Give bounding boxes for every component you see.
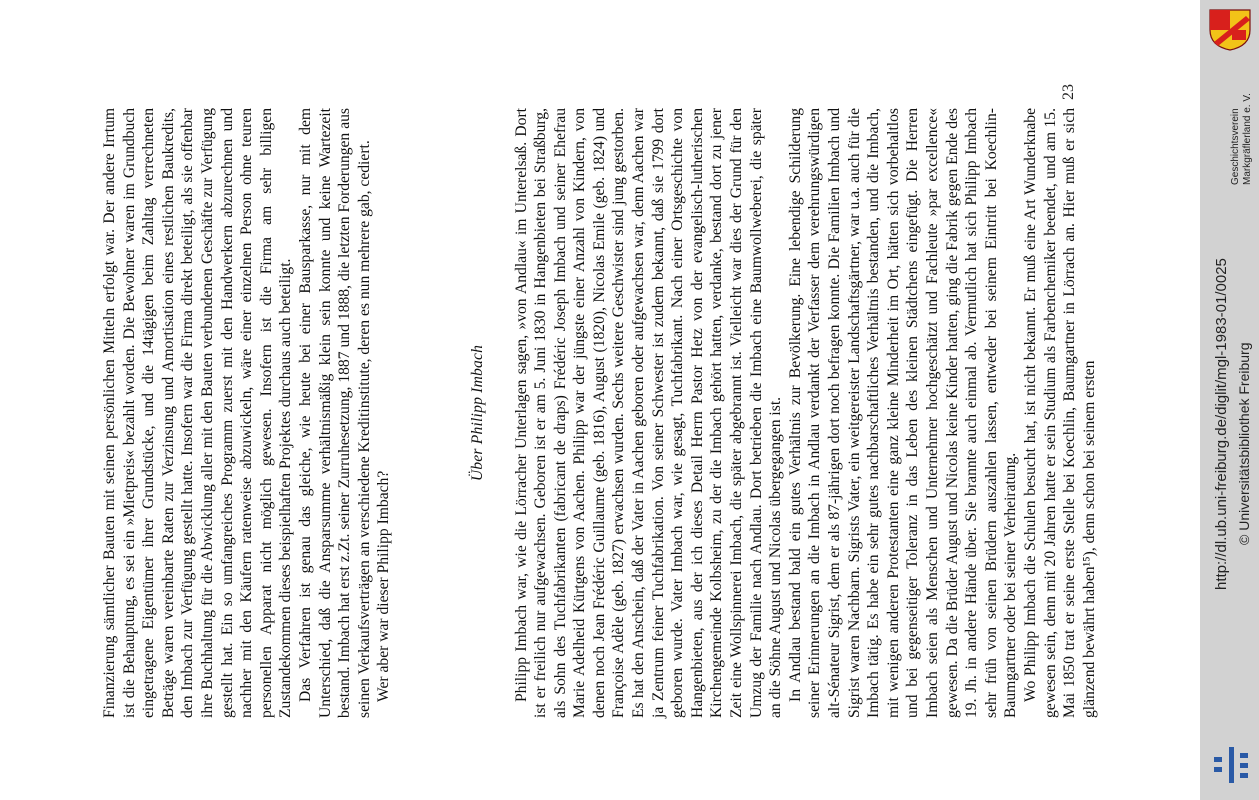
text-block [100,108,1098,718]
section-heading: Über Philipp Imbach [468,344,486,482]
page-number: 23 [1060,84,1077,100]
society-name-line2: Markgräflerland e. V. [1242,93,1253,185]
paragraph-3: Philipp Imbach war, wie die Lörracher Unterlagen sagen, »von Andlau« im Unterelsaß. Dort ist er freilich nur aufgewachsen. Geboren ist er am 5. Juni 1830 in Hangenbieten bei Straßburg, als Sohn des Tuchfabrikanten (fabricant de draps) Frédéric Joseph Imbach und seiner Ehefrau Marie Adelheid Kürtgens von Aachen. Philipp war der jüngste einer Anzahl von Kindern, von denen noch Jean Frédéric Guillaume (geb. 1816), August (1820), Nicolas Emile (geb. 1824) und Françoise Adèle (geb. 1827) erwachsen wurden. Sechs weitere Geschwister sind jung gestorben. Es hat den Anschein, daß der Vater in Aachen geboren oder aufgewachsen war, denn Aachen war ja Zentrum feiner Tuchfabrikation. Von seiner Schwester ist zudem bekannt, daß sie 1799 dort geboren wurde. Vater Imbach war, wie gesagt, Tuchfabrikant. Nach einer Ortsgeschichte von Hangenbieten, aus der ich dieses Detail Herrn Pastor Hetz von der evangelisch-lutherischen Kirchengemeinde Kolbsheim, zu der die Imbach gehört hatten, verdanke, bestand dort zu jener Zeit eine Wollspinnerei Imbach, die später abgebrannt ist. Vielleicht war dies der Grund für den Umzug der Familie nach Andlau. Dort betrieben die Imbach eine Baumwollweberei, die später an die Söhne August und Nicolas übergegangen ist. [512,108,785,718]
crest-logo-icon [1206,6,1254,52]
paragraph-1: Finanzierung sämtlicher Bauten mit seinen persönlichen Mitteln erfolgt war. Der andere Irrtum ist die Behauptung, es sei ein »Mietpreis« bezahlt worden. Die Bewohner waren im Grundbuch eingetragene Eigentümer ihrer Grundstücke, und die 14tägigen beim Zahltag verrechneten Beträge waren vereinbarte Raten zur Verzinsung und Amortisation eines restlichen Baukredits, den Imbach zur Verfügung gestellt hatte. Insofern war die Firma direkt beteiligt, als sie offenbar ihre Buchhaltung für die Abwicklung aller mit den Bauten verbundenen Geschäfte zur Verfügung gestellt hat. Ein so umfangreiches Programm zuerst mit den Handwerkern abzurechnen und nachher mit den Käufern ratenweise abzuwickeln, wäre einer einzelnen Person ohne teuren personellen Apparat nicht möglich gewesen. Insofern ist die Firma am sehr billigen Zustandekommen dieses beispielhaften Projektes durchaus auch beteiligt. [101,108,295,718]
university-library-logo-icon [1212,745,1250,785]
paragraph-2: Das Verfahren ist genau das gleiche, wie heute bei einer Bausparkasse, nur mit dem Unterschied, daß die Ansparsumme verhältnismäßig klein sein konnte und keine Wartezeit bestand. Imbach hat erst z.Zt. seiner Zurruhesetzung, 1887 und 1888, die letzten Forderungen aus seinen Verkaufsverträgen an verschiedene Kreditinstitute, deren es nun mehrere gab, cediert. [296,108,373,718]
paragraph-4: In Andlau bestand bald ein gutes Verhältnis zur Bevölkerung. Eine lebendige Schilderung seiner Erinnerungen an die Imbach in Andlau verdankt der Verfasser dem verehrungswürdigen alt-Sénateur Sigrist, dem er als 87-jährigen dort noch befragen konnte. Die Familien Imbach und Sigrist waren Nachbarn. Sigrists Vater, ein weitgereister Landschaftsgärtner, war u.a. auch für die Imbach tätig. Es habe ein sehr gutes nachbarschaftliches Verhältnis bestanden, und die Imbach, mit wenigen anderen Protestanten eine ganz kleine Minderheit im Ort, hätten sich vorbehaltlos und bei gegenseitiger Toleranz in das Leben des kleinen Städtchens eingefügt. Die Herren Imbach seien als Menschen und Unternehmer hochgeschätzt und Fachleute »par excellence« gewesen. Da die Brüder August und Nicolas keine Kinder hatten, ging die Fabrik gegen Ende des 19. Jh. in andere Hände über. Sie brannte auch einmal ab. Vermutlich hat sich Philipp Imbach sehr früh von seinen Brüdern auszahlen lassen, entweder bei seinem Eintritt bei Koechlin-Baumgartner oder bei seiner Verheiratung. [786,108,1020,718]
society-name-line1: Geschichtsverein [1230,108,1241,185]
copyright-notice: © Universitätsbibliothek Freiburg [1236,342,1252,545]
paragraph-question: Wer aber war dieser Philipp Imbach? [375,470,393,702]
paragraph-5: Wo Philipp Imbach die Schulen besucht hat, ist nicht bekannt. Er muß eine Art Wunderknabe gewesen sein, denn mit 20 Jahren hatte er sein Studium als Farbenchemiker beendet, und am 15. Mai 1850 trat er seine erste Stelle bei Koechlin, Baumgartner in Lörrach an. Hier muß er sich glänzend bewährt haben¹⁵), denn schon bei seinem ersten [1021,108,1098,718]
document-url-link[interactable]: http://dl.ub.uni-freiburg.de/diglit/mgl-1983-01/0025 [1213,258,1230,590]
